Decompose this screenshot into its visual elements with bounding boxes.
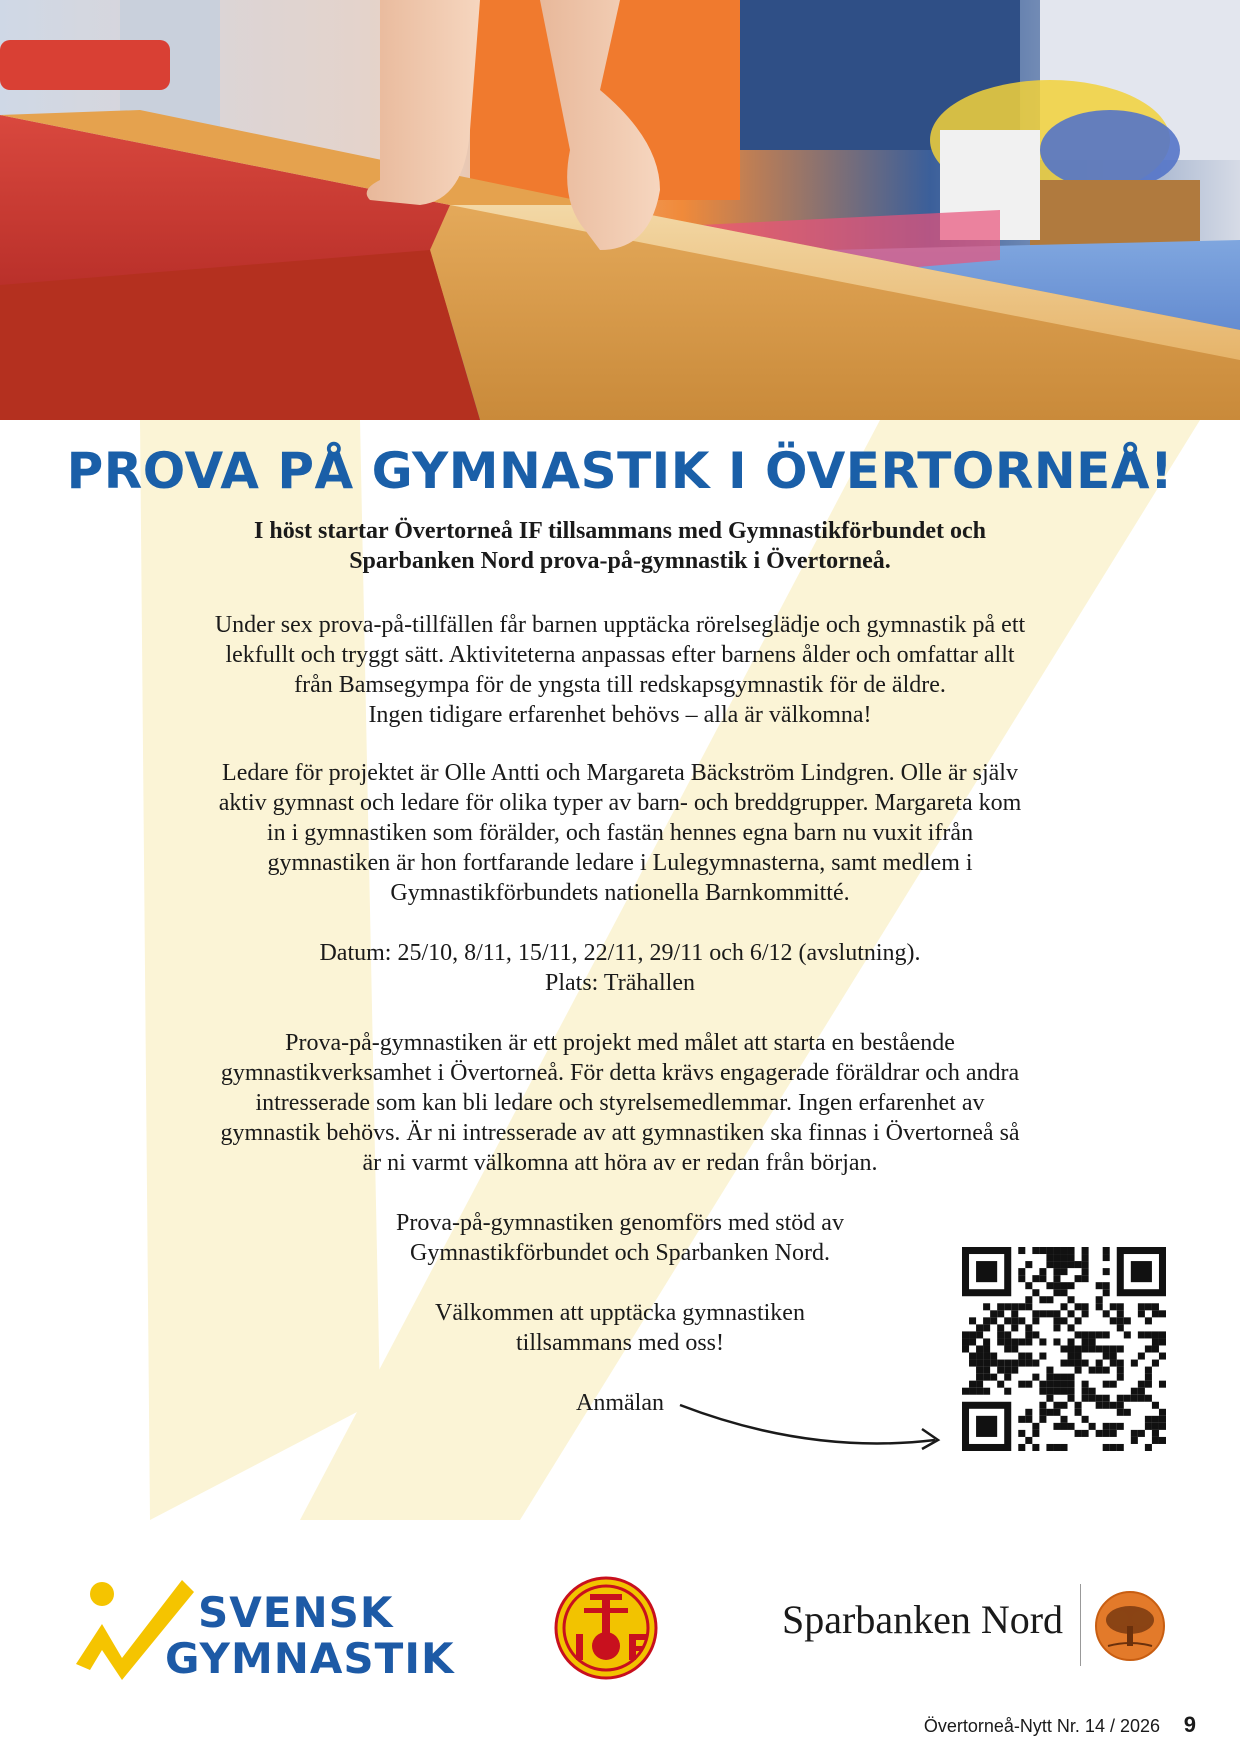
signup-label: Anmälan <box>576 1390 664 1416</box>
svensk-gymnastik-line: GYMNASTIK <box>165 1634 455 1683</box>
text-line: Under sex prova-på-tillfällen får barnen upptäcka rörelseglädje och gymnastik på ett <box>214 612 1026 638</box>
text-line: gymnastikverksamhet i Övertorneå. För detta krävs engagerade föräldrar och andra <box>220 1060 1020 1086</box>
paragraph-project <box>120 1028 1120 1178</box>
text-line: Ledare för projektet är Olle Antti och Margareta Bäckström Lindgren. Olle är själv <box>222 760 1018 786</box>
publication-info: Övertorneå-Nytt Nr. 14 / 2026 <box>923 1716 1160 1736</box>
paragraph-leaders <box>120 758 1120 908</box>
intro-line: I höst startar Övertorneå IF tillsammans med Gymnastikförbundet och <box>254 518 986 544</box>
qr-code-icon[interactable] <box>962 1247 1166 1451</box>
hero-photo <box>0 0 1240 420</box>
intro-line: Sparbanken Nord prova-på-gymnastik i Övertorneå. <box>349 548 891 574</box>
page-title: PROVA PÅ GYMNASTIK I ÖVERTORNEÅ! <box>66 442 1174 500</box>
text-line: Prova-på-gymnastiken genomförs med stöd av <box>396 1210 844 1236</box>
logo-divider <box>1080 1584 1081 1666</box>
text-line: Välkommen att upptäcka gymnastiken <box>435 1300 805 1326</box>
text-line: Prova-på-gymnastiken är ett projekt med målet att starta en bestående <box>285 1030 955 1056</box>
page-number: 9 <box>1183 1712 1196 1737</box>
paragraph-activities <box>120 610 1120 730</box>
sparbanken-nord-logo-text: Sparbanken Nord <box>782 1597 1064 1642</box>
text-line: in i gymnastiken som förälder, och fastän hennes egna barn nu vuxit ifrån <box>266 820 974 846</box>
text-line: aktiv gymnast och ledare för olika typer av barn- och breddgrupper. Margareta kom <box>218 790 1022 816</box>
text-line: lekfullt och tryggt sätt. Aktiviteterna anpassas efter barnens ålder och omfattar allt <box>225 642 1015 668</box>
text-line: intresserade som kan bli ledare och styrelsemedlemmar. Ingen erfarenhet av <box>255 1090 985 1116</box>
text-line: från Bamsegympa för de yngsta till redskapsgymnastik för de äldre. <box>294 672 946 698</box>
text-line: tillsammans med oss! <box>516 1330 724 1356</box>
overtornea-if-icon <box>554 1576 658 1680</box>
schedule-info <box>120 938 1120 998</box>
oak-tree-icon <box>1094 1590 1166 1662</box>
text-line: gymnastiken är hon fortfarande ledare i Lulegymnasterna, samt medlem i <box>267 850 973 876</box>
text-line: gymnastik behövs. Är ni intresserade av att gymnastiken ska finnas i Övertorneå så <box>220 1120 1020 1146</box>
text-line: Ingen tidigare erfarenhet behövs – alla är välkomna! <box>368 702 872 728</box>
schedule-place: Plats: Trähallen <box>544 970 695 996</box>
arrow-icon <box>670 1385 970 1465</box>
text-line: Gymnastikförbundet och Sparbanken Nord. <box>410 1240 830 1266</box>
text-line: är ni varmt välkomna att höra av er redan från början. <box>362 1150 878 1176</box>
text-line: Gymnastikförbundets nationella Barnkommitté. <box>390 880 850 906</box>
intro-text <box>120 516 1120 576</box>
balance-beam-illustration <box>0 0 1240 420</box>
schedule-dates: Datum: 25/10, 8/11, 15/11, 22/11, 29/11 och 6/12 (avslutning). <box>319 940 921 966</box>
svensk-gymnastik-line: SVENSK <box>198 1588 394 1637</box>
